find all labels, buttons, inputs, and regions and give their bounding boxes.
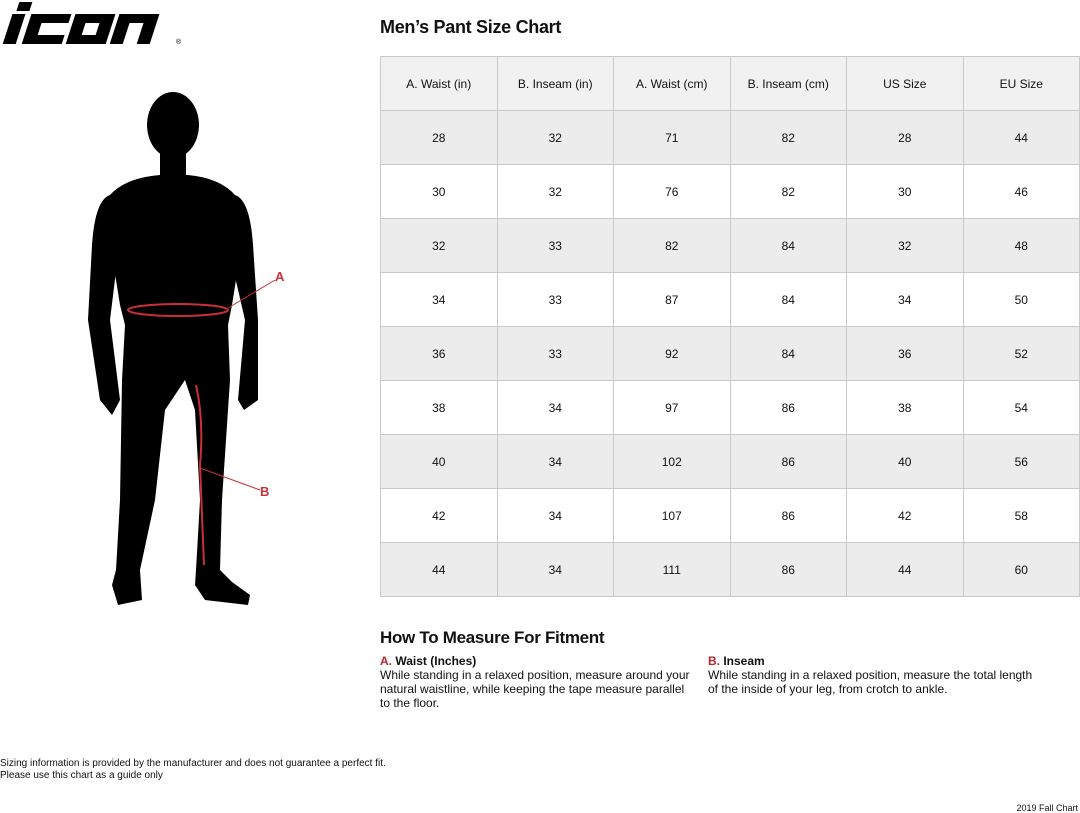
measure-title: How To Measure For Fitment xyxy=(380,628,605,647)
label-b: B xyxy=(260,484,270,499)
table-cell: 44 xyxy=(847,543,964,597)
label-a: A xyxy=(275,269,285,284)
table-row xyxy=(381,435,1080,489)
table-cell: 34 xyxy=(497,435,614,489)
table-cell: 86 xyxy=(730,489,847,543)
disclaimer-line-2: Please use this chart as a guide only xyxy=(0,770,163,781)
table-cell: 84 xyxy=(730,327,847,381)
table-cell: 82 xyxy=(614,219,731,273)
measure-b-text: While standing in a relaxed position, measure the total length of the inside of your leg, from crotch to ankle. xyxy=(708,668,1033,696)
measure-a-heading: Waist (Inches) xyxy=(395,654,477,668)
table-row xyxy=(381,327,1080,381)
table-cell: 33 xyxy=(497,327,614,381)
table-cell: 84 xyxy=(730,219,847,273)
table-cell: 42 xyxy=(381,489,498,543)
measure-waist-section xyxy=(380,654,690,710)
table-cell: 33 xyxy=(497,273,614,327)
header-us-size: US Size xyxy=(847,57,964,111)
table-cell: 32 xyxy=(381,219,498,273)
table-cell: 97 xyxy=(614,381,731,435)
table-cell: 86 xyxy=(730,543,847,597)
measure-a-text: While standing in a relaxed position, measure around your natural waistline, while keeping the tape measure parallel to the floor. xyxy=(380,668,690,710)
table-cell: 52 xyxy=(963,327,1080,381)
table-cell: 32 xyxy=(497,165,614,219)
header-eu-size: EU Size xyxy=(963,57,1080,111)
table-cell: 34 xyxy=(497,489,614,543)
table-cell: 107 xyxy=(614,489,731,543)
table-cell: 32 xyxy=(497,111,614,165)
table-row xyxy=(381,219,1080,273)
table-cell: 38 xyxy=(847,381,964,435)
disclaimer xyxy=(0,758,386,782)
table-cell: 58 xyxy=(963,489,1080,543)
disclaimer-line-1: Sizing information is provided by the manufacturer and does not guarantee a perfect fit. xyxy=(0,758,386,769)
table-cell: 36 xyxy=(847,327,964,381)
table-cell: 40 xyxy=(847,435,964,489)
table-cell: 86 xyxy=(730,435,847,489)
table-cell: 71 xyxy=(614,111,731,165)
table-cell: 54 xyxy=(963,381,1080,435)
table-row xyxy=(381,489,1080,543)
table-cell: 60 xyxy=(963,543,1080,597)
table-row xyxy=(381,381,1080,435)
table-cell: 76 xyxy=(614,165,731,219)
table-cell: 30 xyxy=(847,165,964,219)
header-inseam-in: B. Inseam (in) xyxy=(497,57,614,111)
measure-inseam-section xyxy=(708,654,1038,696)
header-waist-cm: A. Waist (cm) xyxy=(614,57,731,111)
svg-text:®: ® xyxy=(176,39,182,46)
table-cell: 87 xyxy=(614,273,731,327)
table-cell: 111 xyxy=(614,543,731,597)
table-cell: 28 xyxy=(847,111,964,165)
table-cell: 50 xyxy=(963,273,1080,327)
footer-edition: 2019 Fall Chart xyxy=(1016,803,1078,813)
table-cell: 44 xyxy=(963,111,1080,165)
table-cell: 84 xyxy=(730,273,847,327)
header-inseam-cm: B. Inseam (cm) xyxy=(730,57,847,111)
table-cell: 34 xyxy=(381,273,498,327)
table-cell: 44 xyxy=(381,543,498,597)
table-cell: 28 xyxy=(381,111,498,165)
table-row xyxy=(381,543,1080,597)
table-cell: 34 xyxy=(497,381,614,435)
table-cell: 33 xyxy=(497,219,614,273)
table-cell: 102 xyxy=(614,435,731,489)
table-row xyxy=(381,165,1080,219)
table-cell: 48 xyxy=(963,219,1080,273)
measure-b-heading: Inseam xyxy=(723,654,765,668)
table-cell: 36 xyxy=(381,327,498,381)
icon-logo xyxy=(0,0,185,50)
table-cell: 86 xyxy=(730,381,847,435)
table-cell: 82 xyxy=(730,111,847,165)
table-row xyxy=(381,273,1080,327)
measure-a-letter: A. xyxy=(380,654,392,668)
table-cell: 56 xyxy=(963,435,1080,489)
table-cell: 38 xyxy=(381,381,498,435)
table-cell: 42 xyxy=(847,489,964,543)
table-row xyxy=(381,111,1080,165)
table-cell: 40 xyxy=(381,435,498,489)
header-waist-in: A. Waist (in) xyxy=(381,57,498,111)
table-cell: 34 xyxy=(847,273,964,327)
table-header-row xyxy=(381,57,1080,111)
table-cell: 46 xyxy=(963,165,1080,219)
body-silhouette xyxy=(0,80,300,610)
table-cell: 32 xyxy=(847,219,964,273)
chart-title: Men’s Pant Size Chart xyxy=(380,17,562,37)
table-cell: 82 xyxy=(730,165,847,219)
size-table xyxy=(380,56,1080,597)
table-cell: 34 xyxy=(497,543,614,597)
table-cell: 30 xyxy=(381,165,498,219)
table-cell: 92 xyxy=(614,327,731,381)
measure-b-letter: B. xyxy=(708,654,720,668)
